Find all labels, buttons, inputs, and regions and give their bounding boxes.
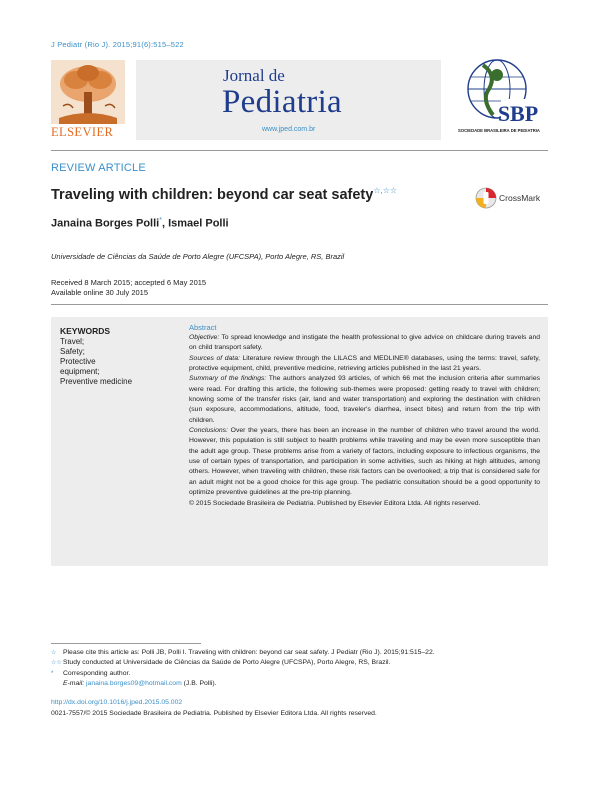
footnote-divider <box>51 643 201 644</box>
summary-label: Summary of the findings: <box>189 375 267 383</box>
abstract-conclusions <box>189 426 540 498</box>
publisher-name: ELSEVIER <box>51 125 114 139</box>
sbp-caption: SOCIEDADE BRASILEIRA DE PEDIATRIA <box>458 128 540 133</box>
summary-text: The authors analyzed 93 articles, of which 66 met the inclusion criteria after summaries were read. For drafting this article, the following sub-themes were proposed: getting ready to travel with children; knowing some of the transfer risks (air, land and water transportation) and exploring the destination with children (sun exposure, accommodations, altitude, food, traveler's diarrhea, insect bites) and return from the trip with children. <box>189 375 540 424</box>
abstract-panel <box>181 317 548 566</box>
footnotes <box>51 648 551 690</box>
footnote-mark: ☆☆ <box>51 660 62 667</box>
abstract-title: Abstract <box>189 323 217 332</box>
footnote-item <box>51 669 551 679</box>
keywords-panel <box>51 317 181 566</box>
dates-divider <box>51 304 548 305</box>
abstract-objective <box>189 333 540 354</box>
keyword-item: Travel; <box>60 337 85 346</box>
crossmark-badge[interactable] <box>475 186 547 210</box>
abstract-summary <box>189 374 540 426</box>
corresponding-author-mark[interactable]: * <box>159 217 162 224</box>
crossmark-label: CrossMark <box>499 193 541 203</box>
article-title <box>51 186 397 203</box>
title-footnote-marks[interactable]: ☆,☆☆ <box>373 186 398 195</box>
objective-text: To spread knowledge and instigate the health professional to give advice on childcare during travels and on child transport safety. <box>189 334 541 352</box>
abstract-sources <box>189 354 540 375</box>
sources-label: Sources of data: <box>189 354 240 362</box>
author-name: Ismael Polli <box>168 217 229 230</box>
sbp-logo-text: SBP <box>497 101 539 126</box>
author-name: Janaina Borges Polli <box>51 217 160 230</box>
journal-name-line2: Pediatria <box>222 84 342 120</box>
article-type: REVIEW ARTICLE <box>51 162 146 174</box>
objective-label: Objective: <box>189 334 220 341</box>
header-divider <box>51 150 548 151</box>
keyword-item: Protective <box>60 357 96 366</box>
footnote-item <box>51 658 551 668</box>
abstract-copyright: © 2015 Sociedade Brasileira de Pediatria. Published by Elsevier Editora Ltda. All rights reserved. <box>189 499 481 507</box>
received-date: Received 8 March 2015; accepted 6 May 2015 <box>51 278 207 287</box>
footnote-mark: * <box>51 670 54 677</box>
article-title-text: Traveling with children: beyond car seat safety <box>51 186 374 203</box>
conclusions-label: Conclusions: <box>189 427 228 435</box>
issn-copyright: 0021-7557/© 2015 Sociedade Brasileira de Pediatria. Published by Elsevier Editora Ltda. All rights reserved. <box>51 710 377 717</box>
elsevier-tree-icon <box>49 58 127 128</box>
keywords-title: KEYWORDS <box>60 326 111 336</box>
keyword-item: equipment; <box>60 367 100 376</box>
email-label: E-mail: <box>63 680 85 688</box>
conclusions-text: Over the years, there has been an increase in the number of children who travel around the world. However, this population is still subject to health problems while traveling and may be even more susceptible than the adult age group. These problems arise from a variety of factors, including exposure to infectious organisms, the use of certain types of transportation, and participation in some activities, such as hiking at high altitudes, among others. However, when traveling with children, these risk factors can be overlooked; a trip that is considered safe for an adult might not be a good choice for this age group. The pediatric consultation should be a good opportunity to optimize preventive guidelines at the pre-trip planning. <box>189 427 540 497</box>
sbp-globe-logo-icon <box>457 55 539 130</box>
doi-link[interactable]: http://dx.doi.org/10.1016/j.jped.2015.05.002 <box>51 699 183 706</box>
author-separator: , <box>161 217 169 230</box>
sources-text: Literature review through the LILACS and MEDLINE® databases, using the terms: travel, safety, protective equipment, child, preventive medicine, retrieving articles published in the last 21 years. <box>189 354 541 373</box>
email-suffix: (J.B. Polli). <box>183 680 217 688</box>
author-list <box>51 217 229 230</box>
available-online-date: Available online 30 July 2015 <box>51 288 149 297</box>
keyword-item: Preventive medicine <box>60 377 133 386</box>
email-link[interactable]: janaina.borges09@hotmail.com <box>86 680 182 688</box>
footnote-text: Study conducted at Universidade de Ciências da Saúde de Porto Alegre (UFCSPA), Porto Alegre, RS, Brazil. <box>63 659 391 667</box>
email-line <box>51 679 551 689</box>
journal-citation: J Pediatr (Rio J). 2015;91(6):515–522 <box>51 40 184 49</box>
article-dates <box>51 278 206 298</box>
footnote-text: Please cite this article as: Polli JB, Polli I. Traveling with children: beyond car seat safety. J Pediatr (Rio J). 2015;91:515–22. <box>63 649 435 656</box>
footnote-text: Corresponding author. <box>63 669 131 677</box>
journal-name-line1: Jornal de <box>223 66 285 85</box>
keyword-item: Safety; <box>60 347 85 356</box>
footnote-item <box>51 648 551 658</box>
footnote-mark: ☆ <box>51 650 57 656</box>
affiliation: Universidade de Ciências da Saúde de Porto Alegre (UFCSPA), Porto Alegre, RS, Brazil <box>51 252 345 261</box>
journal-url[interactable]: www.jped.com.br <box>262 126 316 133</box>
